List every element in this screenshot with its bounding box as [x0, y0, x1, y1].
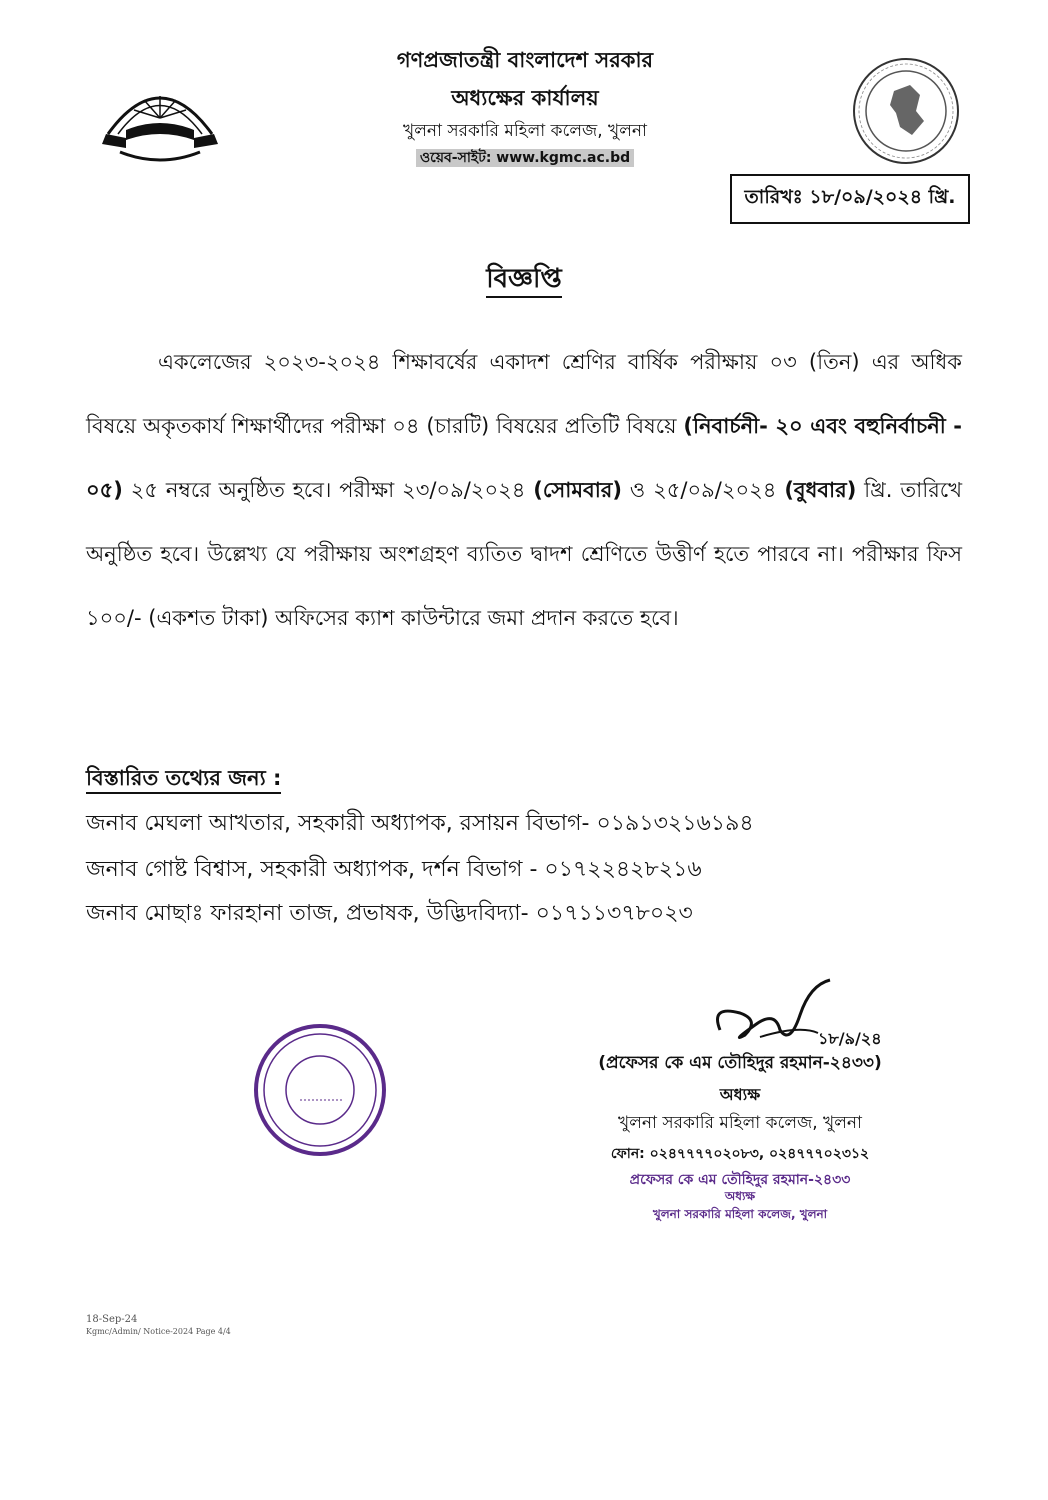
details-title-text: বিস্তারিত তথ্যের জন্য : — [86, 766, 281, 794]
date-box: তারিখঃ ১৮/০৯/২০২৪ খ্রি. — [730, 174, 970, 224]
contact-line: জনাব গোষ্ট বিশ্বাস, সহকারী অধ্যাপক, দর্শন বিভাগ - ০১৭২২৪২৮২১৬ — [86, 857, 702, 882]
signatory-college: খুলনা সরকারি মহিলা কলেজ, খুলনা — [618, 1113, 862, 1133]
website-link[interactable]: ওয়েব-সাইট: www.kgmc.ac.bd — [416, 149, 634, 167]
header-government: গণপ্রজাতন্ত্রী বাংলাদেশ সরকার — [396, 48, 654, 72]
details-title — [86, 762, 281, 797]
signatory-name: (প্রফেসর কে এম তৌহিদুর রহমান-২৪৩৩) — [598, 1053, 882, 1073]
stamp-title: অধ্যক্ষ — [724, 1189, 756, 1203]
body-part-3-bold: (বুধবার) — [784, 478, 857, 502]
college-round-stamp-icon — [250, 1020, 390, 1160]
header-website — [330, 146, 720, 170]
header-office: অধ্যক্ষের কার্যালয় — [451, 86, 599, 110]
signatory-phone: ফোন: ০২৪৭৭৭৭০২০৮৩, ০২৪৭৭৭০২৩১২ — [610, 1146, 870, 1162]
footer-date: 18-Sep-24 — [86, 1314, 138, 1325]
college-emblem-icon — [98, 72, 222, 168]
signatory-title: অধ্যক্ষ — [719, 1085, 761, 1104]
contact-line: জনাব মেঘলা আখতার, সহকারী অধ্যাপক, রসায়ন বিভাগ- ০১৯১৩২১৬১৯৪ — [86, 811, 754, 836]
stamp-name: প্রফেসর কে এম তৌহিদুর রহমান-২৪৩৩ — [629, 1172, 851, 1188]
body-part-2: ২৫ নম্বরে অনুষ্ঠিত হবে। পরীক্ষা ২৩/০৯/২০২৪ — [122, 478, 534, 502]
notice-title-text: বিজ্ঞপ্তি — [486, 264, 562, 298]
stamp-college: খুলনা সরকারি মহিলা কলেজ, খুলনা — [652, 1207, 828, 1221]
contact-line: জনাব মোছাঃ ফারহানা তাজ, প্রভাষক, উদ্ভিদবিদ্যা- ০১৭১১৩৭৮০২৩ — [86, 901, 693, 926]
footer-reference: Kgmc/Admin/ Notice-2024 Page 4/4 — [86, 1327, 231, 1336]
body-part-2-bold: (সোমবার) — [533, 478, 622, 502]
signature-date: ১৮/৯/২৪ — [818, 1029, 882, 1048]
notice-body — [86, 330, 962, 650]
body-part-3: ও ২৫/০৯/২০২৪ — [621, 478, 785, 502]
notice-title — [0, 258, 1048, 302]
body-part-4: খ্রি. তারিখে অনুষ্ঠিত হবে। উল্লেখ্য যে পরীক্ষায় অংশগ্রহণ ব্যতিত দ্বাদশ শ্রেণিতে উত্তীর্ণ হতে পারবে না। পরীক্ষার ফিস ১০০/- (একশত টাকা) অফিসের ক্যাশ কাউন্টারে জমা প্রদান করতে হবে। — [86, 478, 962, 630]
government-seal-icon — [850, 55, 962, 167]
body-part-1-bold: (নিবার্চনী- ২০ এবং বহুনির্বাচনী - ০৫) — [86, 414, 962, 502]
header-college: খুলনা সরকারি মহিলা কলেজ, খুলনা — [403, 121, 647, 141]
body-part-1: একলেজের ২০২৩-২০২৪ শিক্ষাবর্ষের একাদশ শ্রেণির বার্ষিক পরীক্ষায় ০৩ (তিন) এর অধিক বিষয়ে অকৃতকার্য শিক্ষার্থীদের পরীক্ষা ০৪ (চারটি) বিষয়ের প্রতিটি বিষয়ে — [86, 350, 962, 438]
